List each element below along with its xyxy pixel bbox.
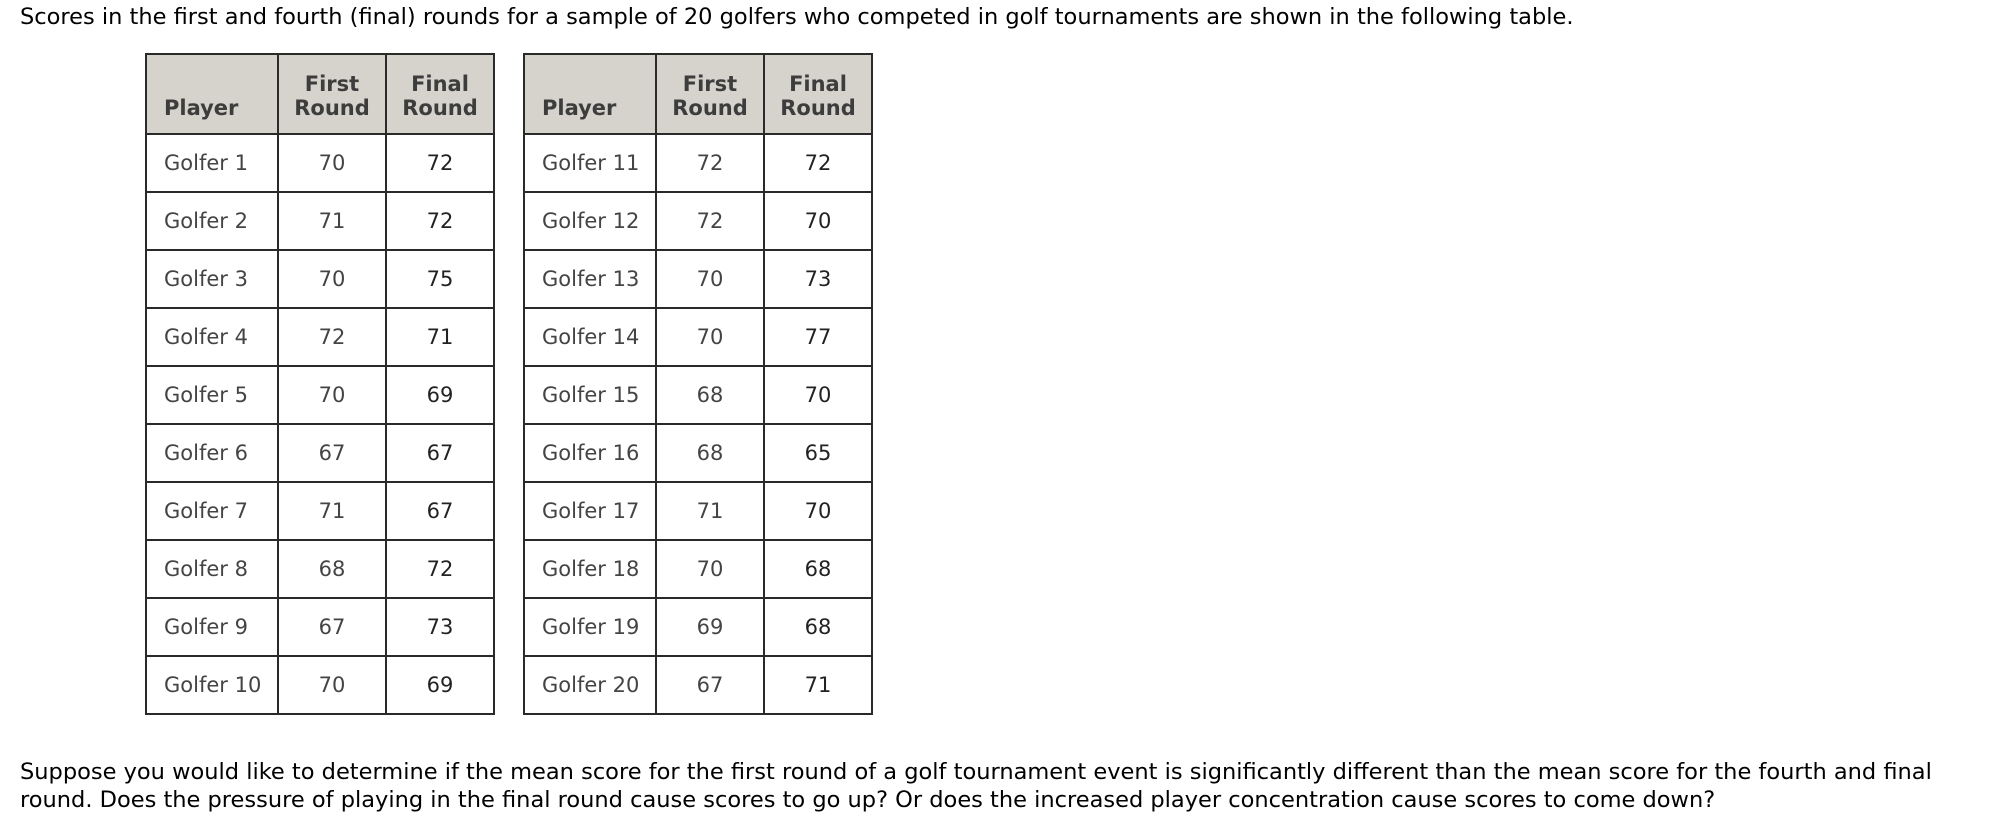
header-first-round: First Round xyxy=(656,54,764,134)
question-text: Suppose you would like to determine if the mean score for the first round of a golf tournament event is significantly different than the mean score for the fourth and final round. Does the pressure of playing in the final round cause scores to go up? Or does the increased player concentration cause scores to come down? xyxy=(20,759,1932,813)
first-round-score-cell: 72 xyxy=(656,192,764,250)
table-row xyxy=(524,598,872,656)
table-row xyxy=(146,482,494,540)
first-round-score-cell: 70 xyxy=(278,366,386,424)
scores-table-left xyxy=(145,53,495,715)
player-name-cell: Golfer 7 xyxy=(146,482,278,540)
final-round-score-cell: 71 xyxy=(386,308,494,366)
table-row xyxy=(524,424,872,482)
table-row xyxy=(524,250,872,308)
first-round-score-cell: 70 xyxy=(656,308,764,366)
final-round-score-cell: 73 xyxy=(386,598,494,656)
table-row xyxy=(146,192,494,250)
table-row xyxy=(524,540,872,598)
player-name-cell: Golfer 3 xyxy=(146,250,278,308)
first-round-score-cell: 70 xyxy=(656,540,764,598)
player-name-cell: Golfer 5 xyxy=(146,366,278,424)
player-name-cell: Golfer 16 xyxy=(524,424,656,482)
table-row xyxy=(524,366,872,424)
player-name-cell: Golfer 4 xyxy=(146,308,278,366)
table-row xyxy=(524,308,872,366)
table-row xyxy=(146,250,494,308)
final-round-score-cell: 75 xyxy=(386,250,494,308)
first-round-score-cell: 71 xyxy=(278,482,386,540)
player-name-cell: Golfer 14 xyxy=(524,308,656,366)
first-round-score-cell: 70 xyxy=(278,250,386,308)
final-round-score-cell: 70 xyxy=(764,482,872,540)
final-round-score-cell: 72 xyxy=(386,540,494,598)
final-round-score-cell: 71 xyxy=(764,656,872,714)
table-row xyxy=(146,366,494,424)
final-round-score-cell: 70 xyxy=(764,366,872,424)
first-round-score-cell: 71 xyxy=(656,482,764,540)
first-round-score-cell: 72 xyxy=(656,134,764,192)
final-round-score-cell: 69 xyxy=(386,656,494,714)
header-final-round: Final Round xyxy=(386,54,494,134)
first-round-score-cell: 69 xyxy=(656,598,764,656)
player-name-cell: Golfer 20 xyxy=(524,656,656,714)
table-header-row xyxy=(524,54,872,134)
player-name-cell: Golfer 9 xyxy=(146,598,278,656)
player-name-cell: Golfer 2 xyxy=(146,192,278,250)
table-row xyxy=(146,424,494,482)
player-name-cell: Golfer 8 xyxy=(146,540,278,598)
player-name-cell: Golfer 6 xyxy=(146,424,278,482)
player-name-cell: Golfer 15 xyxy=(524,366,656,424)
table-row xyxy=(146,598,494,656)
final-round-score-cell: 72 xyxy=(386,192,494,250)
player-name-cell: Golfer 13 xyxy=(524,250,656,308)
final-round-score-cell: 77 xyxy=(764,308,872,366)
table-row xyxy=(524,482,872,540)
final-round-score-cell: 69 xyxy=(386,366,494,424)
player-name-cell: Golfer 17 xyxy=(524,482,656,540)
table-header-row xyxy=(146,54,494,134)
final-round-score-cell: 67 xyxy=(386,482,494,540)
header-final-round: Final Round xyxy=(764,54,872,134)
player-name-cell: Golfer 19 xyxy=(524,598,656,656)
player-name-cell: Golfer 1 xyxy=(146,134,278,192)
header-first-round: First Round xyxy=(278,54,386,134)
final-round-score-cell: 67 xyxy=(386,424,494,482)
player-name-cell: Golfer 11 xyxy=(524,134,656,192)
final-round-score-cell: 65 xyxy=(764,424,872,482)
table-row xyxy=(146,540,494,598)
final-round-score-cell: 68 xyxy=(764,540,872,598)
table-row xyxy=(146,134,494,192)
final-round-score-cell: 72 xyxy=(764,134,872,192)
first-round-score-cell: 68 xyxy=(656,424,764,482)
table-row xyxy=(524,656,872,714)
player-name-cell: Golfer 12 xyxy=(524,192,656,250)
final-round-score-cell: 70 xyxy=(764,192,872,250)
final-round-score-cell: 72 xyxy=(386,134,494,192)
player-name-cell: Golfer 10 xyxy=(146,656,278,714)
table-row xyxy=(524,192,872,250)
header-player: Player xyxy=(146,54,278,134)
scores-table-right xyxy=(523,53,873,715)
first-round-score-cell: 70 xyxy=(278,134,386,192)
first-round-score-cell: 71 xyxy=(278,192,386,250)
first-round-score-cell: 72 xyxy=(278,308,386,366)
first-round-score-cell: 70 xyxy=(278,656,386,714)
intro-text: Scores in the first and fourth (final) rounds for a sample of 20 golfers who competed in golf tournaments are shown in the following table. xyxy=(20,4,1574,30)
first-round-score-cell: 67 xyxy=(278,598,386,656)
first-round-score-cell: 68 xyxy=(656,366,764,424)
player-name-cell: Golfer 18 xyxy=(524,540,656,598)
first-round-score-cell: 70 xyxy=(656,250,764,308)
table-row xyxy=(146,308,494,366)
first-round-score-cell: 68 xyxy=(278,540,386,598)
first-round-score-cell: 67 xyxy=(656,656,764,714)
final-round-score-cell: 68 xyxy=(764,598,872,656)
header-player: Player xyxy=(524,54,656,134)
table-row xyxy=(524,134,872,192)
final-round-score-cell: 73 xyxy=(764,250,872,308)
table-row xyxy=(146,656,494,714)
first-round-score-cell: 67 xyxy=(278,424,386,482)
